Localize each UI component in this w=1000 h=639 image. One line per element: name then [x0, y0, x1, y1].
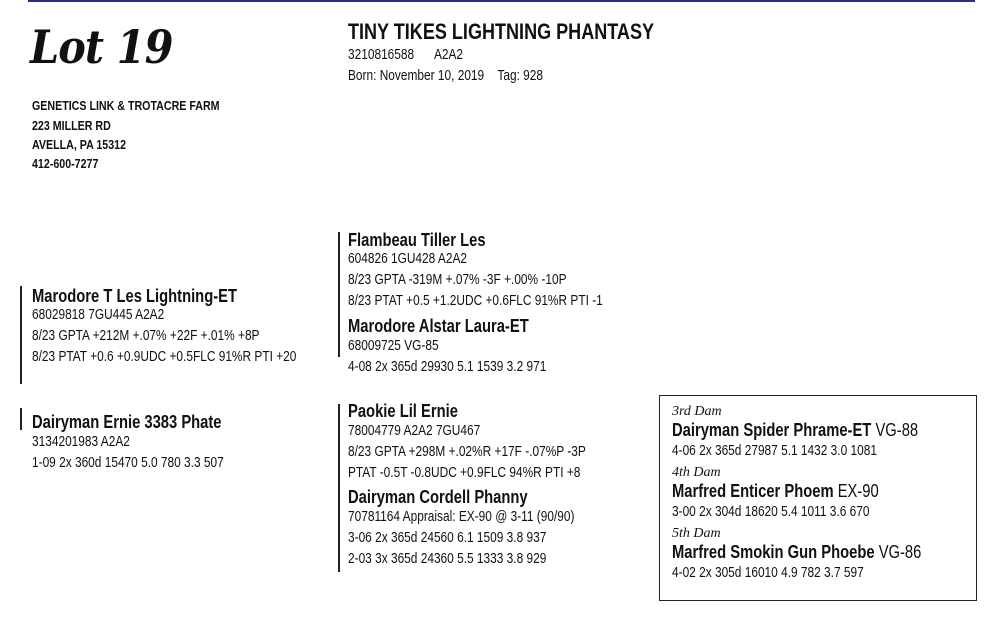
animal-reg: 3210816588	[348, 47, 415, 63]
third-dam-line	[672, 419, 918, 441]
sire-ptat: 8/23 PTAT +0.6 +0.9UDC +0.5FLC 91%R PTI +20	[32, 349, 297, 365]
fourth-dam-record: 3-00 2x 304d 18620 5.4 1011 3.6 670	[672, 504, 870, 520]
sires-dam-record: 4-08 2x 365d 29930 5.1 1539 3.2 971	[348, 359, 547, 375]
sire-name: Marodore T Les Lightning-ET	[32, 286, 237, 306]
consignor-address1: 223 MILLER RD	[32, 118, 111, 133]
third-dam-name: Dairyman Spider Phrame-ET	[672, 420, 872, 440]
fourth-dam-score: EX-90	[837, 481, 879, 501]
top-rule	[28, 0, 975, 2]
animal-born: Born: November 10, 2019	[348, 68, 485, 84]
sire-ancestors-bracket	[338, 232, 340, 357]
dams-dam-record1: 3-06 2x 365d 24560 6.1 1509 3.8 937	[348, 530, 547, 546]
fifth-dam-name: Marfred Smokin Gun Phoebe	[672, 542, 875, 562]
consignor-name: GENETICS LINK & TROTACRE FARM	[32, 98, 220, 113]
fifth-dam-record: 4-02 2x 305d 16010 4.9 782 3.7 597	[672, 565, 864, 581]
animal-tag: Tag: 928	[497, 68, 544, 84]
fifth-dam-line	[672, 541, 921, 563]
dams-sire-name: Paokie Lil Ernie	[348, 401, 458, 421]
animal-born-line	[348, 67, 543, 86]
fourth-dam-label: 4th Dam	[672, 465, 721, 480]
third-dam-label: 3rd Dam	[672, 404, 722, 419]
dam-info: 3134201983 A2A2	[32, 434, 130, 450]
consignor-address2: AVELLA, PA 15312	[32, 137, 127, 152]
dams-dam-info: 70781164 Appraisal: EX-90 @ 3-11 (90/90)	[348, 509, 575, 525]
animal-genotype: A2A2	[433, 47, 464, 63]
fourth-dam-name: Marfred Enticer Phoem	[672, 481, 834, 501]
third-dam-record: 4-06 2x 365d 27987 5.1 1432 3.0 1081	[672, 443, 877, 459]
sires-sire-gpta: 8/23 GPTA -319M +.07% -3F +.00% -10P	[348, 272, 567, 288]
lot-number: Lot 19	[30, 20, 173, 74]
dam-ancestors-bracket	[338, 404, 340, 572]
sires-sire-info: 604826 1GU428 A2A2	[348, 251, 468, 267]
fifth-dam-score: VG-86	[878, 542, 922, 562]
sire-bracket	[20, 286, 22, 384]
dam-bracket	[20, 408, 22, 430]
third-dam-score: VG-88	[875, 420, 919, 440]
sires-dam-name: Marodore Alstar Laura-ET	[348, 316, 529, 336]
consignor-phone: 412-600-7277	[32, 156, 99, 171]
sires-sire-name: Flambeau Tiller Les	[348, 230, 486, 250]
dams-sire-gpta: 8/23 GPTA +298M +.02%R +17F -.07%P -3P	[348, 444, 586, 460]
dams-sire-info: 78004779 A2A2 7GU467	[348, 423, 481, 439]
dams-dam-name: Dairyman Cordell Phanny	[348, 487, 528, 507]
sires-dam-info: 68009725 VG-85	[348, 338, 439, 354]
animal-name: TINY TIKES LIGHTNING PHANTASY	[348, 19, 655, 44]
dam-name: Dairyman Ernie 3383 Phate	[32, 412, 222, 432]
sires-sire-ptat: 8/23 PTAT +0.5 +1.2UDC +0.6FLC 91%R PTI -1	[348, 293, 603, 309]
sire-info: 68029818 7GU445 A2A2	[32, 307, 165, 323]
dams-dam-record2: 2-03 3x 365d 24360 5.5 1333 3.8 929	[348, 551, 547, 567]
dams-sire-ptat: PTAT -0.5T -0.8UDC +0.9FLC 94%R PTI +8	[348, 465, 581, 481]
sire-gpta: 8/23 GPTA +212M +.07% +22F +.01% +8P	[32, 328, 260, 344]
dam-record: 1-09 2x 360d 15470 5.0 780 3.3 507	[32, 455, 224, 471]
animal-reg-line	[348, 46, 463, 65]
fourth-dam-line	[672, 480, 879, 502]
fifth-dam-label: 5th Dam	[672, 526, 721, 541]
